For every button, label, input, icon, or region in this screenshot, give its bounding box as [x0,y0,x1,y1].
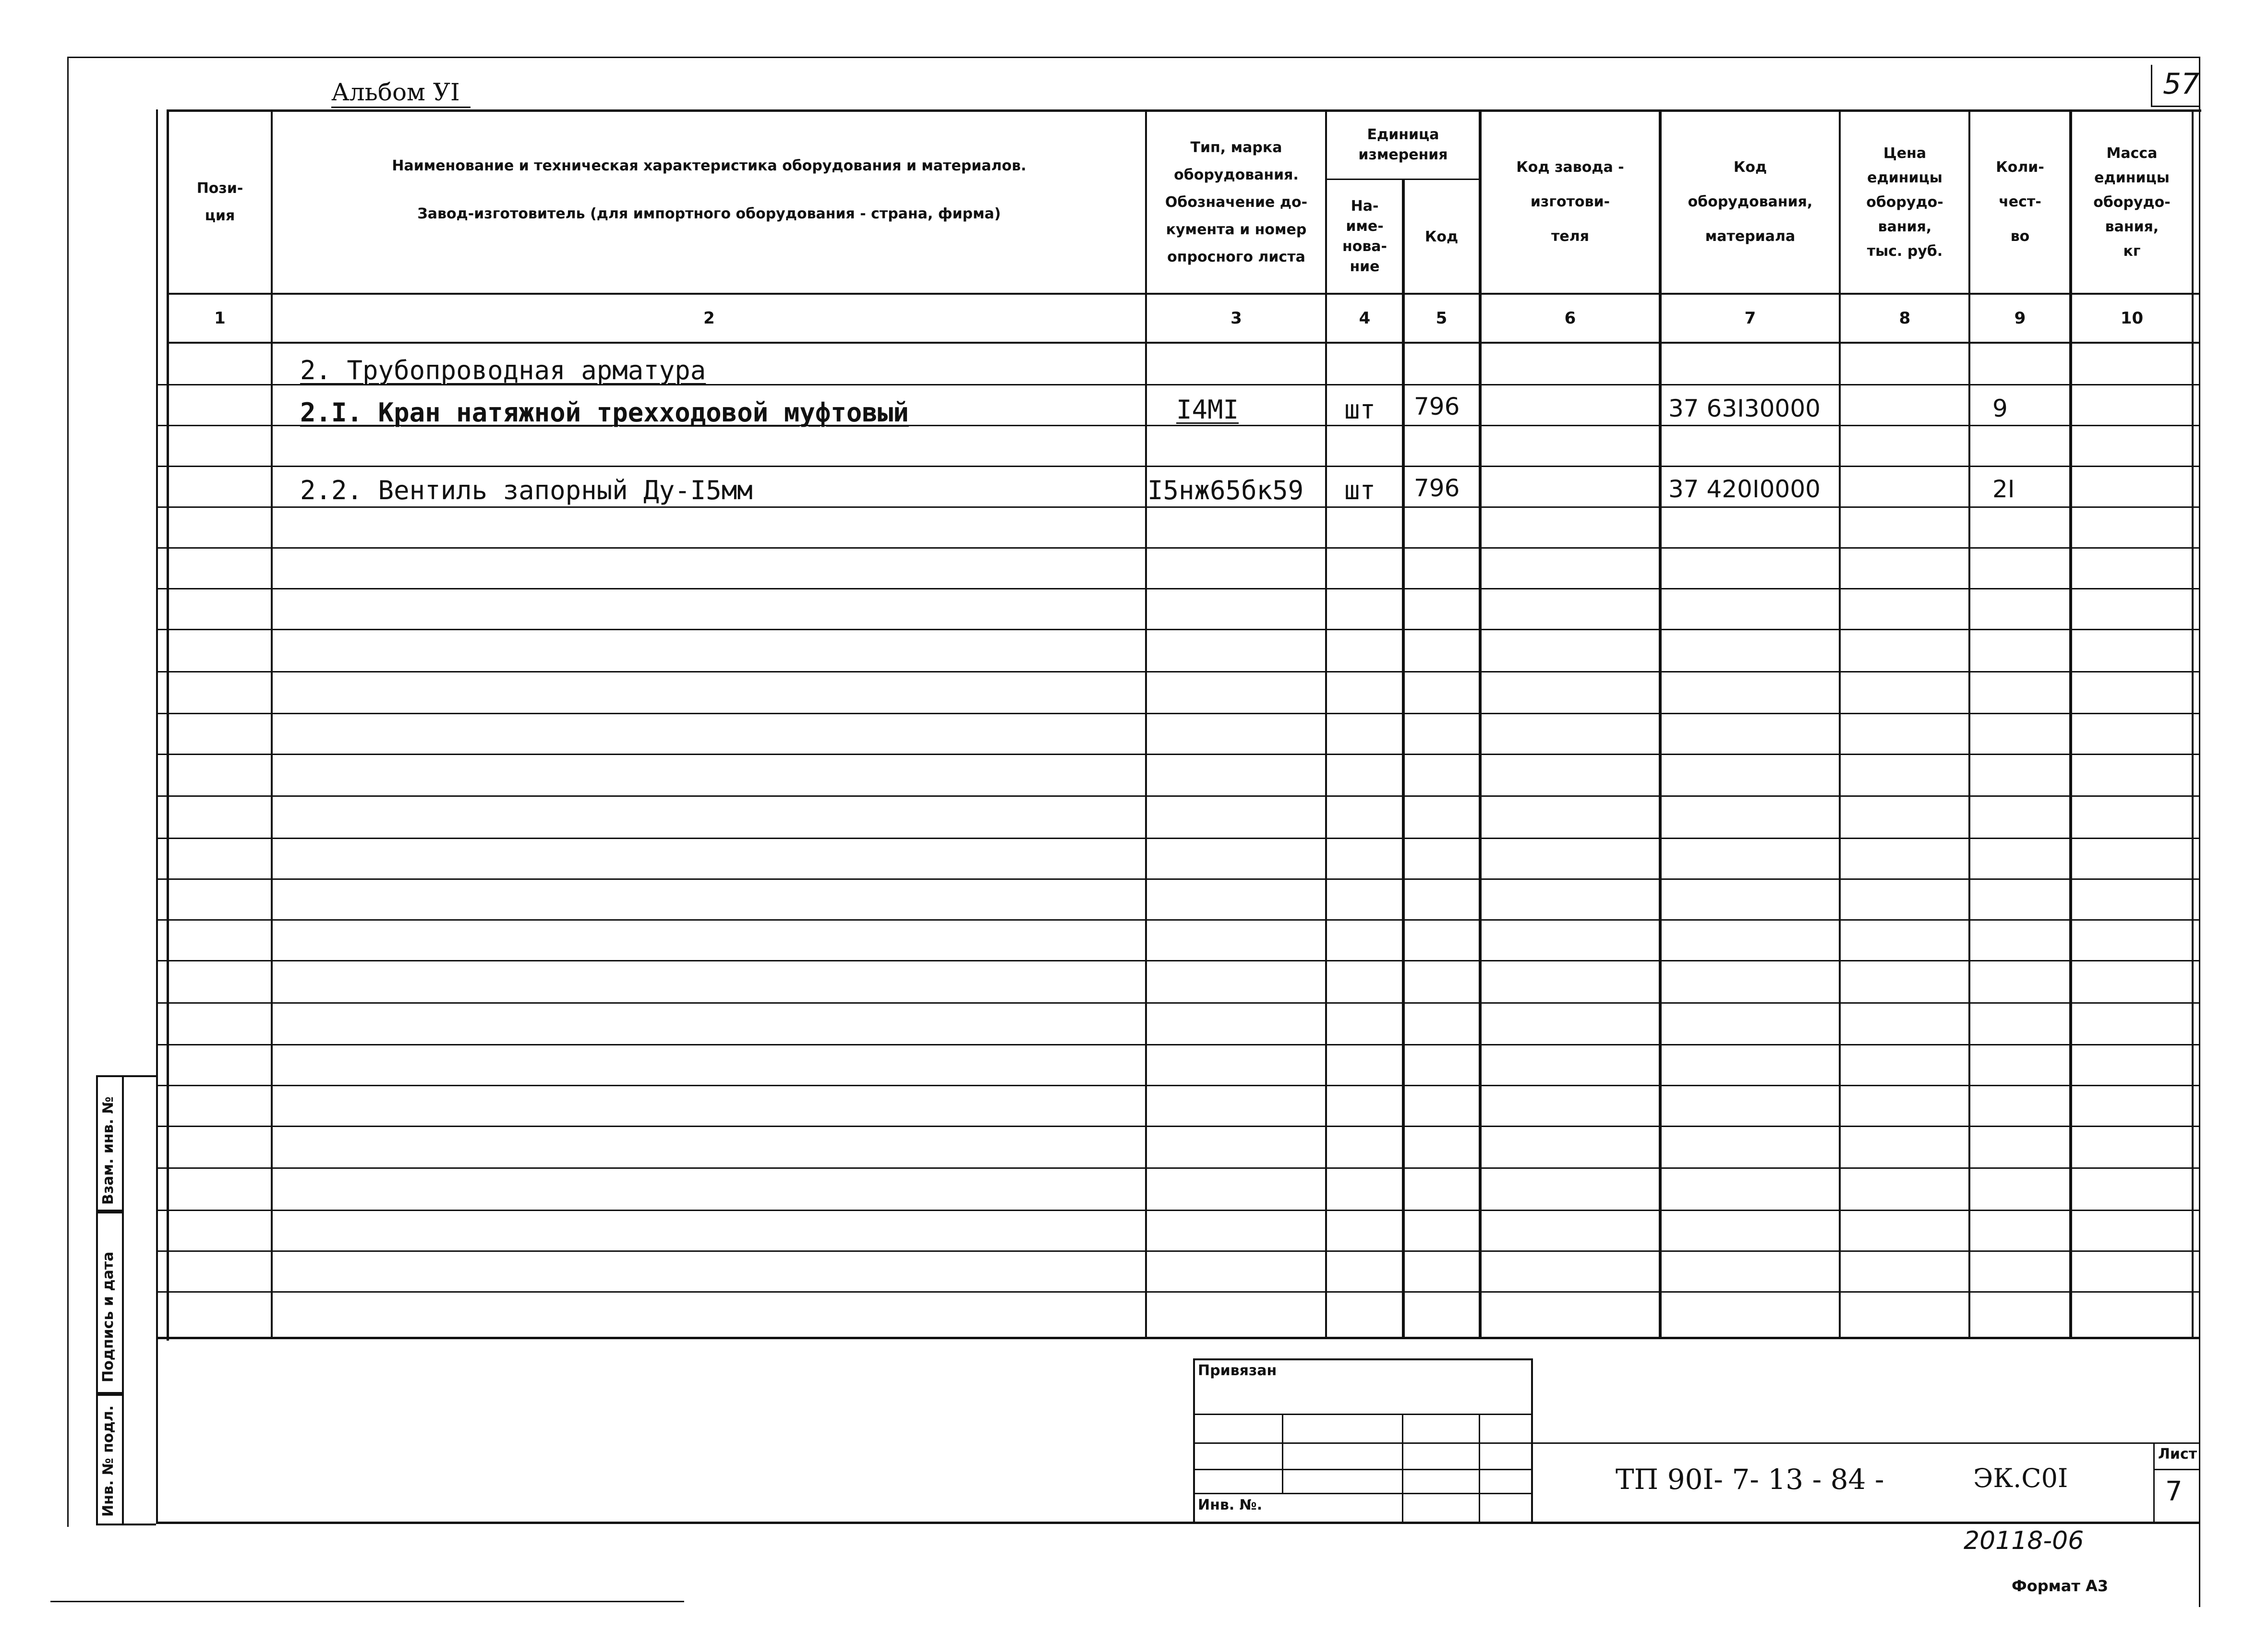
table-row-line [156,713,2199,714]
sheet-number: 7 [2165,1476,2183,1507]
table-row-line [156,1291,2199,1293]
table-row-line [156,506,2199,508]
row-2-unit-name: шт [1344,475,1376,505]
album-title: Альбом УI [331,78,460,106]
table-row-line [156,547,2199,549]
archive-number: 20118-06 [1964,1526,2084,1555]
side-stamp-original-label: Инв. № подл. [100,1405,117,1517]
col-divider-5 [1479,109,1482,1338]
table-bottom-line [156,1337,2199,1339]
col-divider-3 [1325,109,1327,1338]
col-divider-4 [1402,179,1405,1338]
privyazan-col-2 [1402,1414,1403,1522]
col-divider-9 [2069,109,2072,1338]
table-row-line [156,795,2199,797]
header-name-line2: Завод-изготовитель (для импортного оборудования - страна, фирма) [417,205,1001,222]
col-divider-1 [271,109,273,1338]
column-number-1: 1 [214,309,226,328]
header-name-line1: Наименование и техническая характеристика оборудования и материалов. [392,157,1026,174]
column-number-3: 3 [1231,309,1242,328]
row-2-quantity: 2I [1992,475,2015,503]
col-divider-8 [1968,109,1970,1338]
page-number: 57 [2163,67,2200,101]
table-row-line [156,1044,2199,1045]
header-mass: Масса единицы оборудо- вания, кг [2093,144,2171,260]
table-row-line [156,878,2199,880]
header-type: Тип, марка оборудования. Обозначение до- кумента и номер опросного листа [1165,139,1308,265]
table-row-line [156,588,2199,589]
col-divider-10 [2192,109,2194,1338]
header-unit-code: Код [1424,228,1459,245]
column-number-8: 8 [1899,309,1911,328]
column-number-4: 4 [1359,309,1371,328]
album-title-underline [331,107,470,108]
header-unit-group: Единица измерения [1358,126,1448,163]
row-2-material-code: 37 420I0000 [1668,475,1821,503]
inventory-number-label: Инв. №. [1198,1497,1263,1513]
header-position: Пози- ция [196,180,243,224]
table-row-line [156,1210,2199,1211]
row-1-name: 2.I. Кран натяжной трехходовой муфтовый [300,397,909,428]
column-number-10: 10 [2120,309,2144,328]
privyazan-line-2 [1193,1442,1531,1444]
sheet-box-divider [2153,1469,2199,1470]
col-divider-2 [1145,109,1147,1338]
privyazan-col-1 [1282,1414,1283,1493]
row-1-quantity: 9 [1992,395,2008,422]
row-2-name: 2.2. Вентиль запорный Ду-I5мм [300,475,753,505]
title-block-top [1529,1442,2199,1444]
row-1-unit-code: 796 [1414,393,1460,420]
table-row-line [156,754,2199,755]
table-row-line [156,1250,2199,1252]
document-suffix: ЭК.С0I [1973,1463,2068,1493]
privyazan-line-1 [1193,1414,1531,1415]
sheet-label: Лист [2158,1446,2197,1463]
table-row-line [156,1002,2199,1004]
format-label: Формат А3 [2012,1577,2109,1595]
column-number-5: 5 [1436,309,1448,328]
header-factory-code: Код завода - изготови- теля [1516,159,1624,245]
col-divider-7 [1839,109,1841,1338]
row-1-unit-name: шт [1344,395,1376,425]
row-2-type: I5нж65бк59 [1147,475,1304,505]
side-stamp-replace-label: Взам. инв. № [100,1096,117,1205]
col-divider-6 [1659,109,1662,1338]
header-quantity: Коли- чест- во [1996,159,2044,245]
side-stamp-signature-label: Подпись и дата [100,1251,117,1382]
header-material-code: Код оборудования, материала [1688,159,1813,245]
row-1-material-code: 37 63I30000 [1668,395,1821,422]
table-row-line [156,838,2199,839]
privyazan-line-4 [1193,1493,1531,1494]
row-section-title: 2. Трубопроводная арматура [300,355,706,385]
privyazan-line-3 [1193,1469,1531,1470]
table-row-line [156,1085,2199,1086]
column-number-2: 2 [703,309,715,328]
table-row-line [156,1167,2199,1169]
table-row-line [156,629,2199,630]
colnum-bottom-line [167,342,2199,344]
side-stamp-rail-line [156,109,158,1523]
row-2-unit-code: 796 [1414,474,1460,502]
table-row-line [156,1126,2199,1127]
table-row-line [156,466,2199,467]
privyazan-label: Привязан [1198,1362,1277,1379]
column-number-9: 9 [2014,309,2026,328]
column-number-7: 7 [1744,309,1756,328]
column-number-6: 6 [1564,309,1576,328]
table-row-line [156,919,2199,921]
header-price: Цена единицы оборудо- вания, тыс. руб. [1866,144,1943,260]
side-stamp-rail [120,1075,156,1525]
table-row-line [156,671,2199,672]
header-unit-name: На- име- нова- ние [1342,198,1387,275]
row-1-type: I4МI [1176,395,1239,425]
table-row-line [156,960,2199,961]
page-frame-bottom [50,1601,684,1602]
document-code: ТП 90I- 7- 13 - 84 - [1616,1463,1884,1496]
frame-bottom-line [156,1522,2199,1524]
privyazan-col-3 [1479,1414,1480,1522]
